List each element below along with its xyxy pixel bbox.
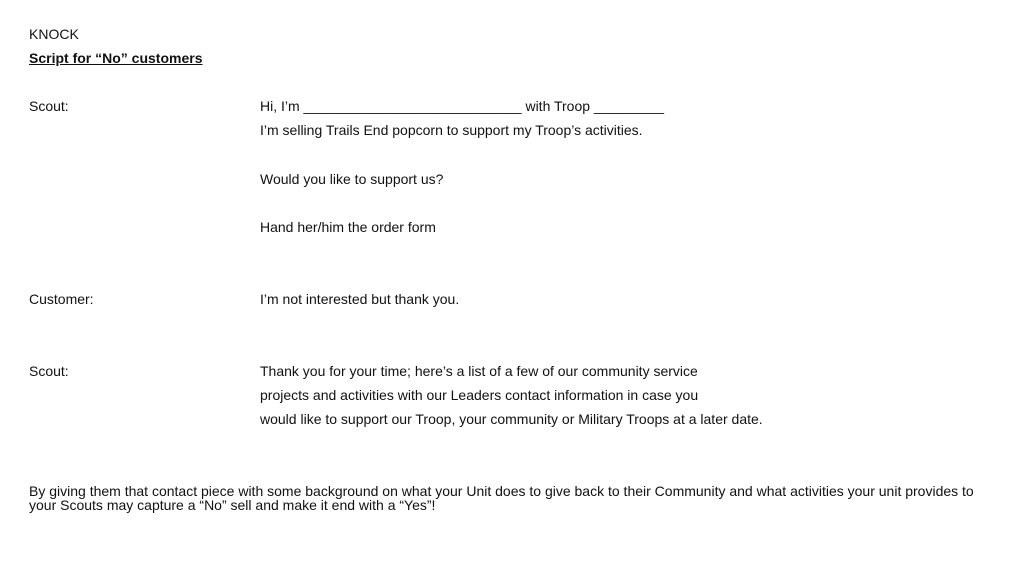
scout-line-ask: Would you like to support us?: [260, 171, 444, 187]
speaker-label-scout-2: Scout:: [29, 363, 69, 379]
customer-line-decline: I’m not interested but thank you.: [260, 291, 460, 307]
scout-line-hand-form: Hand her/him the order form: [260, 219, 436, 235]
scout-line-thanks-1: Thank you for your time; here’s a list of a few of our community service: [260, 363, 698, 379]
footer-tip: By giving them that contact piece with some background on what your Unit does to give back to their Community and what activities your unit provides to your Scouts may capture a “No” sell and make it end with a “Yes”!: [29, 483, 974, 513]
speaker-label-scout-1: Scout:: [29, 98, 69, 114]
scout-line-intro: Hi, I’m ____________________________ with Troop _________: [260, 98, 665, 114]
script-title: Script for “No” customers: [29, 50, 203, 66]
knock-heading: KNOCK: [29, 26, 79, 42]
speaker-label-customer: Customer:: [29, 291, 94, 307]
scout-line-selling: I’m selling Trails End popcorn to support my Troop’s activities.: [260, 122, 643, 138]
scout-line-thanks-2: projects and activities with our Leaders contact information in case you: [260, 387, 699, 403]
scout-line-thanks-3: would like to support our Troop, your community or Military Troops at a later date.: [260, 411, 763, 427]
